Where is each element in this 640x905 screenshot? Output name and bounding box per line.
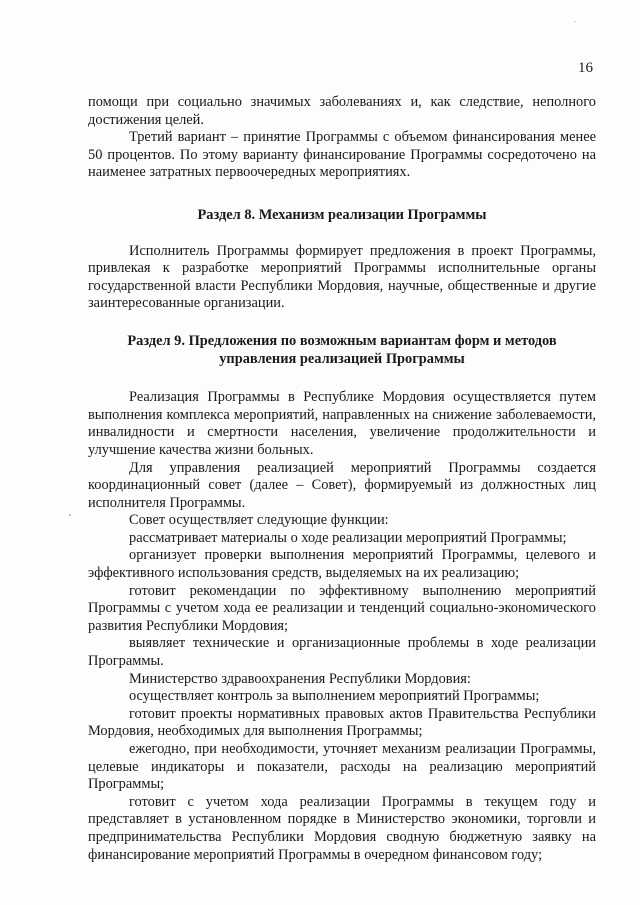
section-9-paragraph: Реализация Программы в Республике Мордовия осуществляется путем выполнения комплекса мероприятий, направленных на снижение заболеваемости, инвалидности и смертности населения, увеличение продолжительности и улучшение качества жизни больных. xyxy=(88,389,596,458)
function-item: организует проверки выполнения мероприятий Программы, целевого и эффективного использования средств, выделяемых на их реализацию; xyxy=(88,547,596,582)
scan-speck xyxy=(574,21,576,22)
section-9-title xyxy=(88,333,596,368)
document-body xyxy=(88,94,596,864)
section-9-paragraph: Министерство здравоохранения Республики Мордовия: xyxy=(129,670,471,687)
scan-speck xyxy=(69,514,71,516)
section-9-title-line-1: Раздел 9. Предложения по возможным вариантам форм и методов xyxy=(127,332,557,349)
function-item: ежегодно, при необходимости, уточняет механизм реализации Программы, целевые индикаторы и показатели, расходы на реализацию мероприятий Программы; xyxy=(88,741,596,793)
function-item: осуществляет контроль за выполнением мероприятий Программы; xyxy=(129,688,540,705)
section-8-paragraph: Исполнитель Программы формирует предложения в проект Программы, привлекая к разработке мероприятий Программы исполнительные органы государственной власти Республики Мордовия, научные, общественные и другие заинтересованные организации. xyxy=(88,242,596,312)
section-9-paragraph: Совет осуществляет следующие функции: xyxy=(129,512,389,529)
function-item: рассматривает материалы о ходе реализации мероприятий Программы; xyxy=(129,529,567,546)
section-9-title-line-2: управления реализацией Программы xyxy=(219,350,465,367)
function-item: готовит проекты нормативных правовых актов Правительства Республики Мордовия, необходимых для выполнения Программы; xyxy=(88,705,596,740)
section-8-title: Раздел 8. Механизм реализации Программы xyxy=(197,206,487,223)
section-9-paragraph: Для управления реализацией мероприятий Программы создается координационный совет (далее – Совет), формируемый из должностных лиц исполнителя Программы. xyxy=(88,459,596,511)
function-item: выявляет технические и организационные проблемы в ходе реализации Программы. xyxy=(88,635,596,670)
paragraph: Третий вариант – принятие Программы с объемом финансирования менее 50 процентов. По этому варианту финансирование Программы сосредоточено на наименее затратных первоочередных мероприятиях. xyxy=(88,129,596,181)
paragraph-continued: помощи при социально значимых заболеваниях и, как следствие, неполного достижения целей. xyxy=(88,94,596,128)
function-item: готовит рекомендации по эффективному выполнению мероприятий Программы с учетом хода ее реализации и тенденций социально-экономического развития Республики Мордовия; xyxy=(88,582,596,634)
function-item: готовит с учетом хода реализации Программы в текущем году и представляет в установленном порядке в Министерство экономики, торговли и предпринимательства Республики Мордовия сводную бюджетную заявку на финансирование мероприятий Программы в очередном финансовом году; xyxy=(88,793,596,863)
page-number: 16 xyxy=(578,60,593,76)
